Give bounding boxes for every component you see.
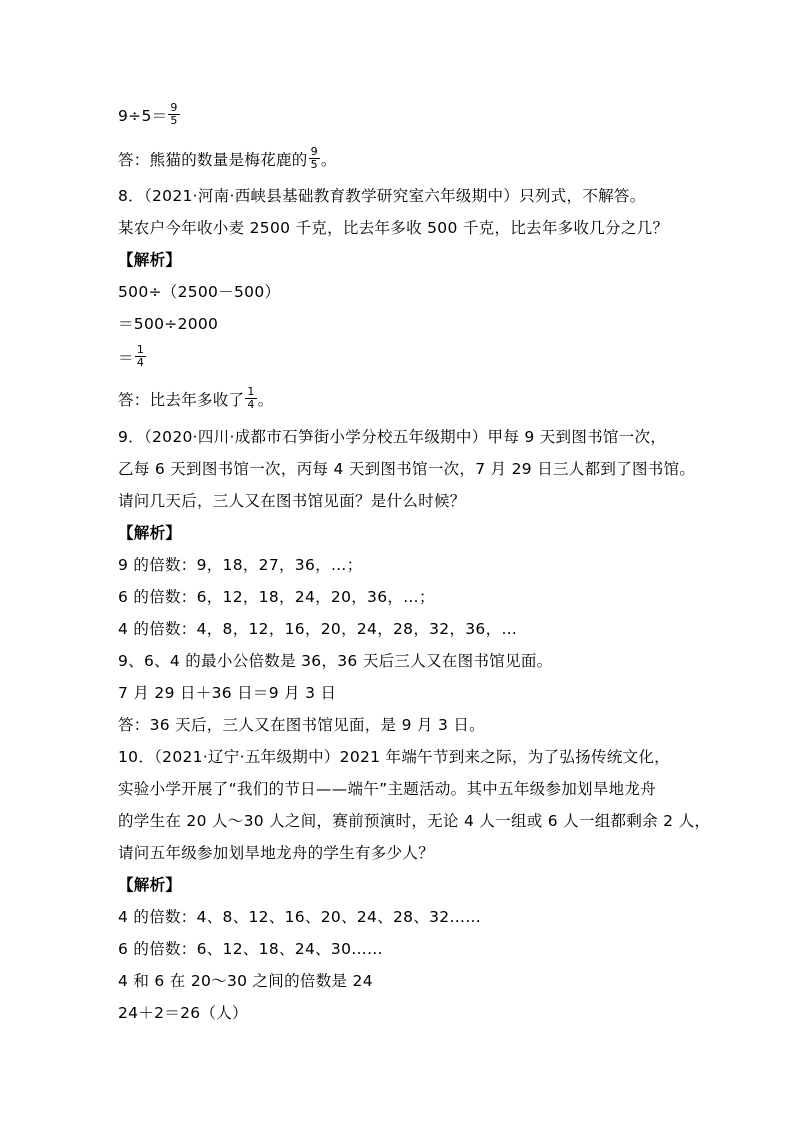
answer-suffix: 。 [257,391,274,409]
fraction-numerator: 1 [136,343,145,356]
answer-text: 答：比去年多收了 [118,391,245,409]
fraction [245,386,256,411]
question-9-line-3: 请问几天后，三人又在图书馆见面？是什么时候？ [118,492,466,510]
fraction-numerator: 9 [170,101,178,114]
question-8-step-2: ＝500÷2000 [118,315,219,333]
answer-line [118,145,337,173]
question-9-step-3: 4 的倍数：4，8，12，16，20，24，28，32，36，… [118,620,518,638]
question-9-title: 9．（2020·四川·成都市石笋街小学分校五年级期中）甲每 9 天到图书馆一次， [118,428,667,446]
question-8-answer [118,385,274,413]
fraction [309,146,320,171]
question-8-body: 某农户今年收小麦 2500 千克，比去年多收 500 千克，比去年多收几分之几？ [118,219,669,237]
question-10-step-1: 4 的倍数：4、8、12、16、20、24、28、32…… [118,908,482,926]
question-10-title: 10．（2021·辽宁·五年级期中）2021 年端午节到来之际，为了弘扬传统文化， [118,748,670,766]
fraction [135,344,146,369]
equation-line [118,101,181,129]
question-9-step-2: 6 的倍数：6，12，18，24，20，36，…； [118,588,435,606]
question-10-line-3: 的学生在 20 人～30 人之间，赛前预演时，无论 4 人一组或 6 人一组都剩余 2 人， [118,812,711,830]
answer-suffix: 。 [320,151,337,169]
fraction-denominator: 5 [310,158,318,171]
question-9-step-1: 9 的倍数：9，18，27，36，…； [118,556,363,574]
fraction-numerator: 9 [310,145,318,158]
equation-text: 9÷5＝ [118,107,168,125]
question-10-step-4: 24＋2＝26（人） [118,1004,248,1022]
question-10-step-2: 6 的倍数：6、12、18、24、30…… [118,940,383,958]
fraction [168,102,179,127]
question-9-analysis-heading: 【解析】 [118,524,182,542]
question-8-analysis-heading: 【解析】 [118,251,182,269]
question-10-line-4: 请问五年级参加划旱地龙舟的学生有多少人？ [118,844,435,862]
question-8-step-3 [118,343,147,371]
question-8-title: 8．（2021·河南·西峡县基础教育教学研究室六年级期中）只列式，不解答。 [118,187,646,205]
answer-text: 答：熊猫的数量是梅花鹿的 [118,151,308,169]
question-10-step-3: 4 和 6 在 20～30 之间的倍数是 24 [118,972,373,990]
step-text: ＝ [118,349,134,367]
question-9-step-5: 7 月 29 日＋36 日＝9 月 3 日 [118,684,337,702]
question-9-line-2: 乙每 6 天到图书馆一次，丙每 4 天到图书馆一次，7 月 29 日三人都到了图书馆。 [118,460,696,478]
fraction-denominator: 4 [247,398,255,411]
fraction-denominator: 5 [170,114,178,127]
fraction-numerator: 1 [247,385,255,398]
question-10-analysis-heading: 【解析】 [118,876,182,894]
fraction-denominator: 4 [136,356,145,369]
question-9-step-4: 9、6、4 的最小公倍数是 36，36 天后三人又在图书馆见面。 [118,652,553,670]
question-9-answer: 答：36 天后，三人又在图书馆见面，是 9 月 3 日。 [118,716,485,734]
question-8-step-1: 500÷（2500－500） [118,283,281,301]
question-10-line-2: 实验小学开展了“我们的节日——端午”主题活动。其中五年级参加划旱地龙舟 [118,780,657,798]
